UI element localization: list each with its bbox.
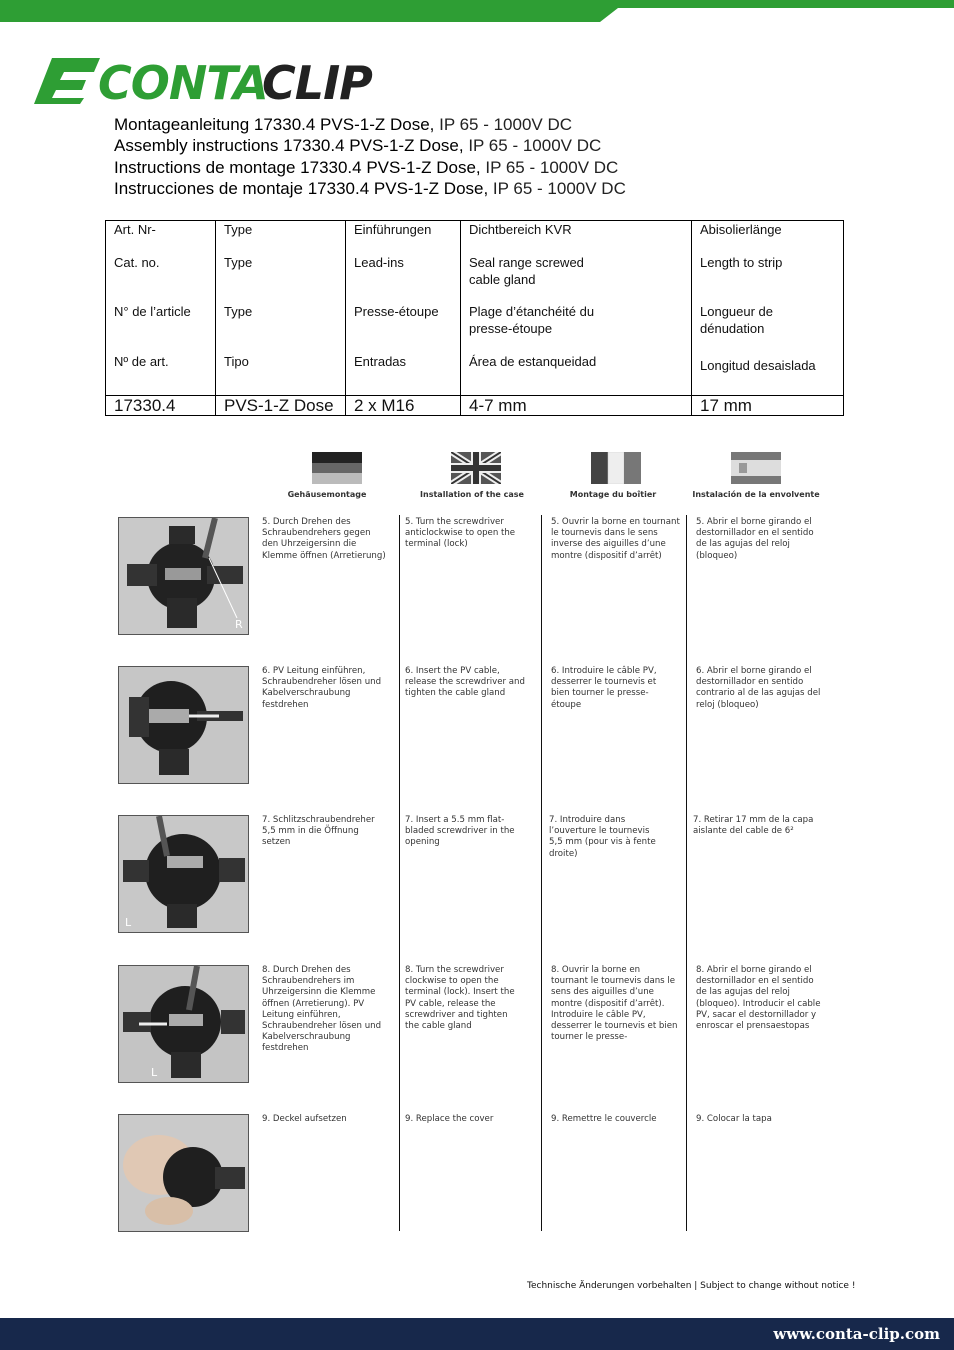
step-5-text-fr: 5. Ouvrir la borne en tournant le tournevis dans le sens inverse des aiguilles d’une montre (dispositif d’arrêt) (551, 517, 680, 561)
column-divider (399, 515, 400, 1231)
step-6-text-en: 6. Insert the PV cable, release the screwdriver and tighten the cable gland (405, 666, 525, 699)
col-seal-range-header: Dichtbereich KVR Seal range screwed cable gland Plage d’étanchéité du presse-étoupe Área de estanqueidad (461, 221, 692, 396)
contaclip-logo (34, 52, 379, 108)
step-8-text-fr: 8. Ouvrir la borne en tournant le tournevis dans le sens des aiguilles d’une montre (dispositif d’arrêt). Introduire le câble PV, desserrer le tournevis et bien tourner le presse- (551, 965, 678, 1043)
step-6-text-es: 6. Abrir el borne girando el destornillador en sentido contrario al de las agujas del reloj (bloqueo) (696, 666, 821, 710)
lang-label-en: Installation of the case (420, 490, 524, 499)
lang-label-es: Instalación de la envolvente (692, 490, 820, 499)
step-5-text-de: 5. Durch Drehen des Schraubendrehers gegen den Uhrzeigersinn die Klemme öffnen (Arretierung) (262, 517, 386, 561)
step-8-photo (118, 965, 249, 1083)
strip-length-value: 17 mm (692, 396, 844, 416)
french-flag-icon (591, 452, 641, 484)
title-en: Assembly instructions 17330.4 PVS-1-Z Dose, IP 65 - 1000V DC (114, 136, 602, 156)
col-leadins-header: Einführungen Lead-ins Presse-étoupe Entradas (346, 221, 461, 396)
step-7-text-fr: 7. Introduire dans l’ouverture le tournevis 5,5 mm (pour vis à fente droite) (549, 815, 656, 859)
footnote: Technische Änderungen vorbehalten | Subject to change without notice ! (527, 1281, 856, 1291)
col-strip-length-header: Abisolierlänge Length to strip Longueur de dénudation Longitud desaislada (692, 221, 844, 396)
step-9-text-de: 9. Deckel aufsetzen (262, 1114, 347, 1124)
spec-table-header-row (106, 221, 844, 396)
title-de: Montageanleitung 17330.4 PVS-1-Z Dose, IP 65 - 1000V DC (114, 115, 573, 134)
language-header (0, 452, 954, 504)
spanish-flag-icon (731, 452, 781, 484)
step-6-photo (118, 666, 249, 784)
column-divider (686, 515, 687, 1231)
svg-text:CONTA: CONTA (98, 56, 268, 108)
svg-text:R: R (235, 618, 243, 631)
col-type-header: Type Type Type Tipo (216, 221, 346, 396)
step-9-text-fr: 9. Remettre le couvercle (551, 1114, 657, 1124)
step-7-text-es: 7. Retirar 17 mm de la capa aislante del cable de 6² (693, 815, 814, 837)
spec-table (105, 220, 844, 416)
step-8-text-es: 8. Abrir el borne girando el destornillador en el sentido de las agujas del reloj (bloqueo). Introducir el cable PV, sacar el destornillador y enroscar el prensaestopas (696, 965, 821, 1032)
step-7-photo (118, 815, 249, 933)
step-5-text-en: 5. Turn the screwdriver anticlockwise to open the terminal (lock) (405, 517, 516, 550)
col-article-header: Art. Nr- Cat. no. N° de l’article Nº de art. (106, 221, 216, 396)
svg-text:L: L (151, 1066, 158, 1079)
lang-label-de: Gehäusemontage (287, 490, 367, 499)
step-8-text-en: 8. Turn the screwdriver clockwise to open the terminal (lock). Insert the PV cable, release the screwdriver and tighten the cable gland (405, 965, 515, 1032)
uk-flag-icon (451, 452, 501, 484)
svg-text:L: L (125, 916, 132, 929)
seal-range-value: 4-7 mm (461, 396, 692, 416)
german-flag-icon (312, 452, 362, 484)
step-5-photo (118, 517, 249, 635)
document-titles (114, 114, 626, 199)
step-9-text-es: 9. Colocar la tapa (696, 1114, 772, 1124)
website-link[interactable]: www.conta-clip.com (773, 1325, 940, 1343)
step-7-text-de: 7. Schlitzschraubendreher 5,5 mm in die Öffnung setzen (262, 815, 375, 848)
title-fr: Instructions de montage 17330.4 PVS-1-Z Dose, IP 65 - 1000V DC (114, 157, 619, 177)
svg-text:CLIP: CLIP (262, 56, 372, 108)
step-5-text-es: 5. Abrir el borne girando el destornillador en el sentido de las agujas del reloj (bloqueo) (696, 517, 814, 561)
leadins-value: 2 x M16 (346, 396, 461, 416)
step-9-photo (118, 1114, 249, 1232)
top-accent-bar (0, 0, 954, 22)
title-es: Instrucciones de montaje 17330.4 PVS-1-Z Dose, IP 65 - 1000V DC (114, 178, 626, 198)
step-7-text-en: 7. Insert a 5.5 mm flat-bladed screwdriver in the opening (405, 815, 515, 848)
step-8-text-de: 8. Durch Drehen des Schraubendrehers im Uhrzeigersinn die Klemme öffnen (Arretierung). PV Leitung einführen, Schraubendreher lösen und Kabelverschraubung festdrehen (262, 965, 382, 1054)
step-9-text-en: 9. Replace the cover (405, 1114, 494, 1124)
column-divider (541, 515, 542, 1231)
type-value: PVS-1-Z Dose (216, 396, 346, 416)
article-number-value: 17330.4 (106, 396, 216, 416)
lang-label-fr: Montage du boîtier (569, 490, 657, 499)
spec-table-value-row (106, 396, 844, 416)
step-6-text-de: 6. PV Leitung einführen, Schraubendreher lösen und Kabelverschraubung festdrehen (262, 666, 382, 710)
step-6-text-fr: 6. Introduire le câble PV, desserrer le tournevis et bien tourner le presse-étoupe (551, 666, 657, 710)
